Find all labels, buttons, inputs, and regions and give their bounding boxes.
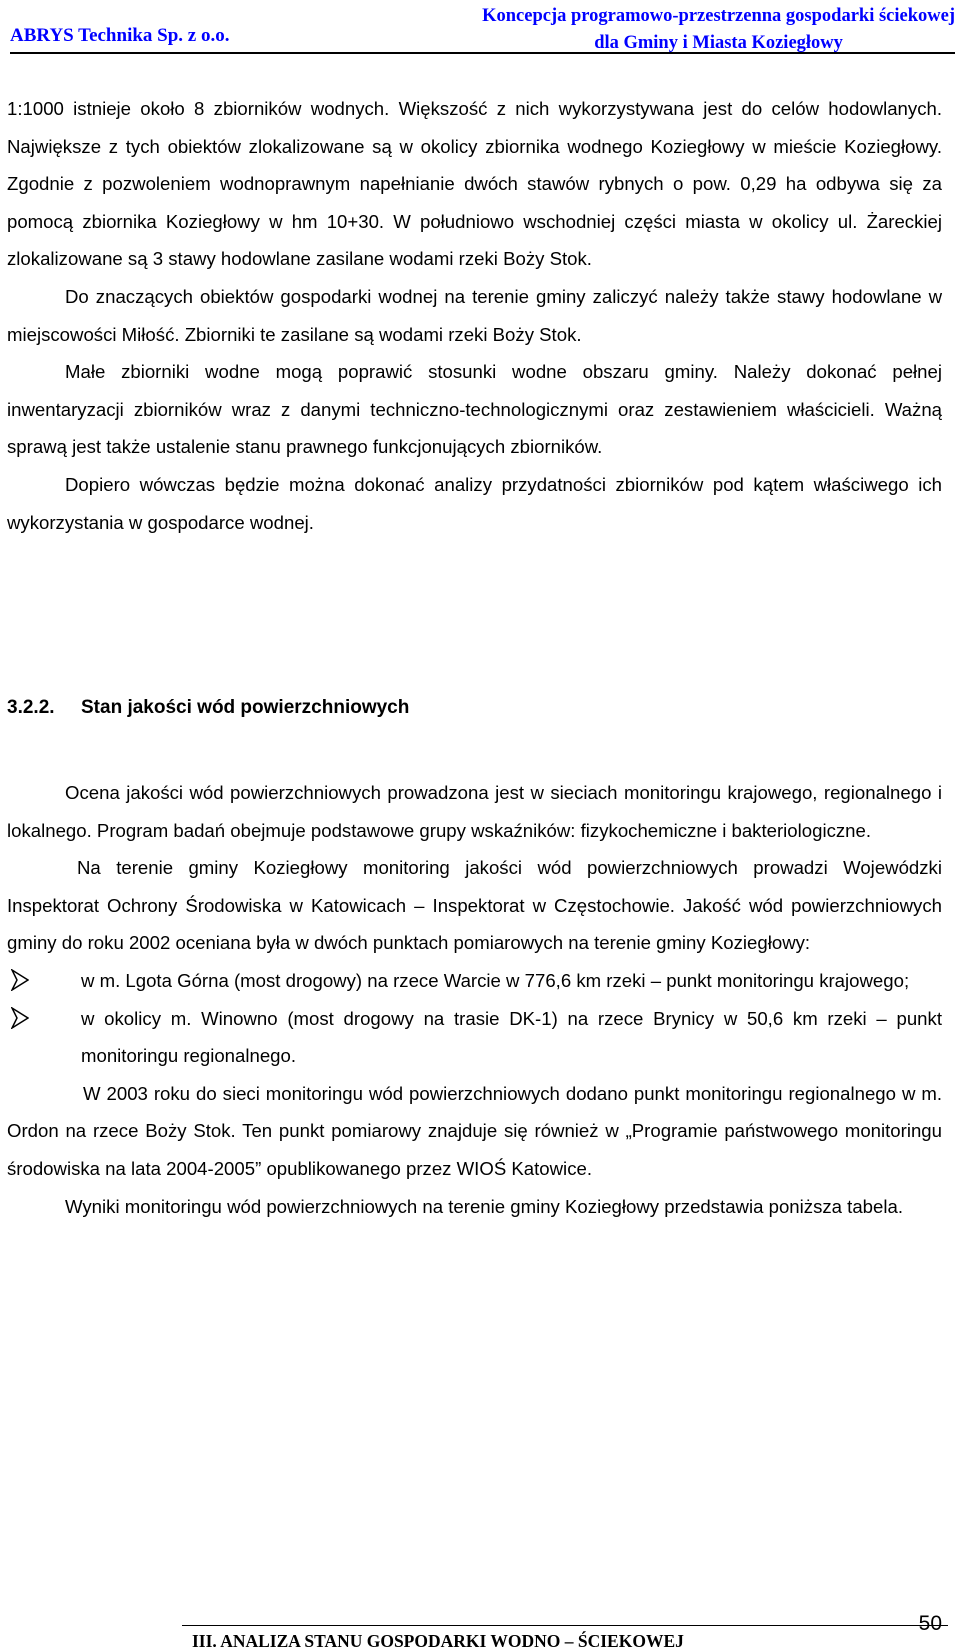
arrow-bullet-icon [11,1007,29,1029]
page-number: 50 [918,1612,942,1635]
list-item-text: w m. Lgota Górna (most drogowy) na rzece Warcie w 776,6 km rzeki – punkt monitoringu krajowego; [81,969,910,991]
paragraph: Małe zbiorniki wodne mogą poprawić stosunki wodne obszaru gminy. Należy dokonać pełnej inwentaryzacji zbiorników wraz z danymi techniczno-technologicznymi oraz zestawieniem właścicieli. Ważną sprawą jest także ustalenie stanu prawnego funkcjonujących zbiorników. [7,361,942,458]
paragraph: Wyniki monitoringu wód powierzchniowych na terenie gminy Koziegłowy przedstawia poniższa tabela. [65,1195,903,1217]
list-item [7,962,942,1000]
list-item [7,1000,942,1075]
paragraph: Do znaczących obiektów gospodarki wodnej na terenie gminy zaliczyć należy także stawy hodowlane w miejscowości Miłość. Zbiorniki te zasilane są wodami rzeki Boży Stok. [7,285,942,345]
section-title: Stan jakości wód powierzchniowych [81,697,410,718]
paragraph: 1:1000 istnieje około 8 zbiorników wodnych. Większość z nich wykorzystywana jest do celów hodowlanych. Największe z tych obiektów zlokalizowane są w okolicy zbiornika wodnego Koziegłowy w mieście Koziegłowy. Zgodnie z pozwoleniem wodnoprawnym napełnianie dwóch stawów rybnych o pow. 0,29 ha odbywa się za pomocą zbiornika Koziegłowy w hm 10+30. W południowo wschodniej części miasta w okolicy ul. Żareckiej zlokalizowane są 3 stawy hodowlane zasilane wodami rzeki Boży Stok. [7,98,942,270]
arrow-bullet-icon [11,969,29,991]
paragraph: Na terenie gminy Koziegłowy monitoring jakości wód powierzchniowych prowadzi Wojewódzki Inspektorat Ochrony Środowiska w Katowicach – Inspektorat w Częstochowie. Jakość wód powierzchniowych gminy do roku 2002 oceniana była w dwóch punktach pomiarowych na terenie gminy Koziegłowy: [7,857,942,954]
company-name: ABRYS Technika Sp. z o.o. [10,25,230,46]
page-header [10,0,955,54]
section-heading [7,697,409,719]
paragraph: W 2003 roku do sieci monitoringu wód powierzchniowych dodano punkt monitoringu regionalnego w m. Ordon na rzece Boży Stok. Ten punkt pomiarowy znajduje się również w „Programie państwowego monitoringu środowiska na lata 2004-2005” opublikowanego przez WIOŚ Katowice. [7,1082,942,1179]
section-number: 3.2.2. [7,697,55,718]
footer-title: III. ANALIZA STANU GOSPODARKI WODNO – ŚCIEKOWEJ [192,1631,684,1651]
document-title-line1: Koncepcja programowo-przestrzenna gospodarki ściekowej [482,6,955,26]
paragraph: Dopiero wówczas będzie można dokonać analizy przydatności zbiorników pod kątem właściwego ich wykorzystania w gospodarce wodnej. [7,473,942,533]
paragraph: Ocena jakości wód powierzchniowych prowadzona jest w sieciach monitoringu krajowego, regionalnego i lokalnego. Program badań obejmuje podstawowe grupy wskaźników: fizykochemiczne i bakteriologiczne. [7,782,942,841]
document-title-line2: dla Gminy i Miasta Koziegłowy [594,33,843,53]
body-text-top [7,90,942,541]
body-text-section [7,774,942,1225]
document-title [482,3,955,57]
footer-divider [182,1625,948,1626]
list-item-text: w okolicy m. Winowno (most drogowy na trasie DK-1) na rzece Brynicy w 50,6 km rzeki – punkt monitoringu regionalnego. [81,1007,942,1067]
